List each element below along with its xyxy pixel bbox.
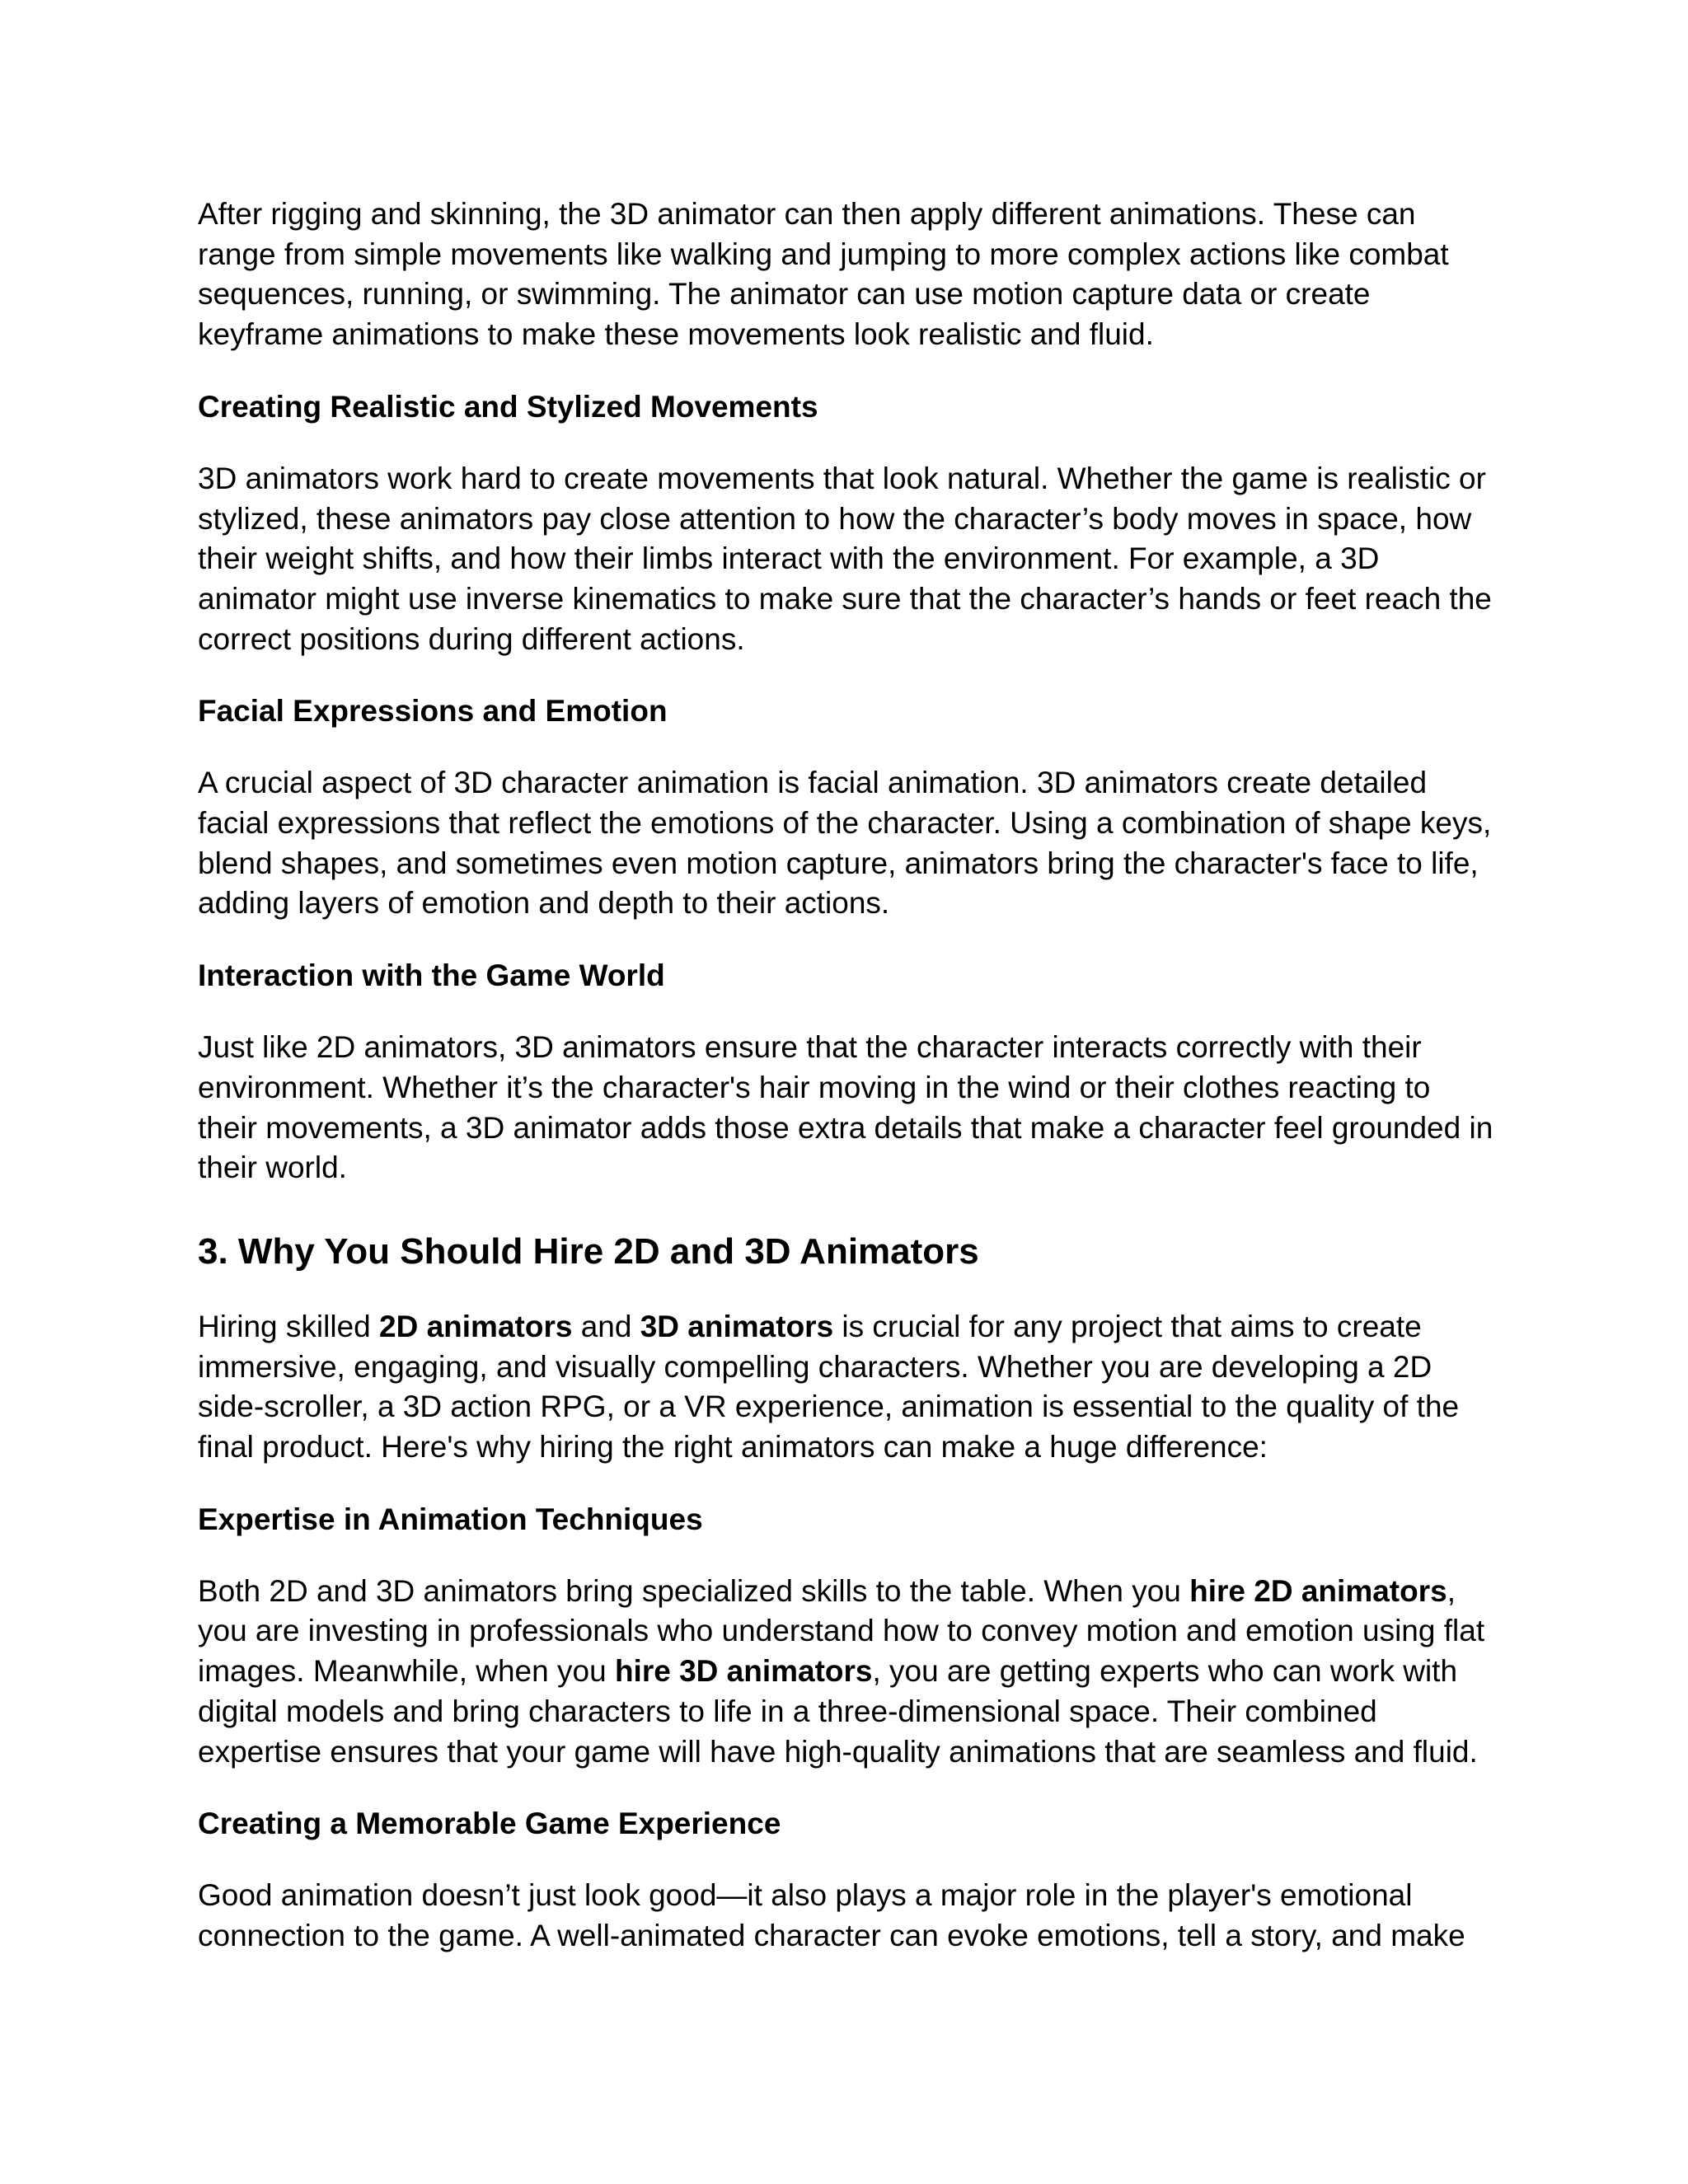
paragraph-facial-animation: A crucial aspect of 3D character animation is facial animation. 3D animators create detailed facial expressions that reflect the emotions of the character. Using a combination of shape keys, blend shapes, and sometimes even motion capture, animators bring the character's face to life, adding layers of emotion and depth to their actions. — [198, 766, 1492, 921]
heading-interaction-game-world: Interaction with the Game World — [198, 958, 665, 993]
heading-facial-expressions: Facial Expressions and Emotion — [198, 694, 668, 729]
paragraph-specialized-skills — [198, 1572, 1500, 1773]
heading-realistic-movements: Creating Realistic and Stylized Movements — [198, 389, 818, 424]
bold-2d-animators: 2D animators — [379, 1309, 573, 1343]
paragraph-natural-movements: 3D animators work hard to create movements that look natural. Whether the game is realistic or stylized, these animators pay close attention to how the character’s body moves in space, how their weight shifts, and how their limbs interact with the environment. For example, a 3D animator might use inverse kinematics to make sure that the character’s hands or feet reach the correct positions during different actions. — [198, 461, 1492, 656]
document-body — [198, 194, 1500, 1989]
paragraph-hiring-skilled — [198, 1307, 1500, 1468]
heading-expertise: Expertise in Animation Techniques — [198, 1502, 703, 1536]
text-run: Both 2D and 3D animators bring specialized skills to the table. When you — [198, 1573, 1190, 1608]
text-run: , you are investing in professionals who understand how to convey motion and emotion using flat images. Meanwhile, when you — [198, 1573, 1485, 1689]
text-run: Hiring skilled — [198, 1309, 380, 1343]
bold-3d-animators: 3D animators — [640, 1309, 834, 1343]
paragraph-animations: After rigging and skinning, the 3D animator can then apply different animations. These can range from simple movements like walking and jumping to more complex actions like combat sequences, running, or swimming. The animator can use motion capture data or create keyframe animations to make these movements look realistic and fluid. — [198, 197, 1449, 352]
heading-memorable-experience: Creating a Memorable Game Experience — [198, 1807, 781, 1841]
bold-hire-2d-animators: hire 2D animators — [1189, 1573, 1447, 1608]
text-run: and — [572, 1309, 640, 1343]
paragraph-good-animation: Good animation doesn’t just look good—it also plays a major role in the player's emotional connection to the game. A well-animated character can evoke emotions, tell a story, and make — [198, 1878, 1465, 1952]
paragraph-environment-interaction: Just like 2D animators, 3D animators ensure that the character interacts correctly with their environment. Whether it’s the character's hair moving in the wind or their clothes reacting to their movements, a 3D animator adds those extra details that make a character feel grounded in their world. — [198, 1030, 1493, 1185]
text-run: , you are getting experts who can work with digital models and bring characters to life in a three-dimensional space. Their combined expertise ensures that your game will have high-quality animations that are seamless and fluid. — [198, 1654, 1478, 1769]
section-heading-why-hire: 3. Why You Should Hire 2D and 3D Animators — [198, 1230, 979, 1272]
bold-hire-3d-animators: hire 3D animators — [614, 1654, 873, 1689]
text-run: is crucial for any project that aims to create immersive, engaging, and visually compelling characters. Whether you are developing a 2D side-scroller, a 3D action RPG, or a VR experience, animation is essential to the quality of the final product. Here's why hiring the right animators can make a huge difference: — [198, 1309, 1460, 1465]
